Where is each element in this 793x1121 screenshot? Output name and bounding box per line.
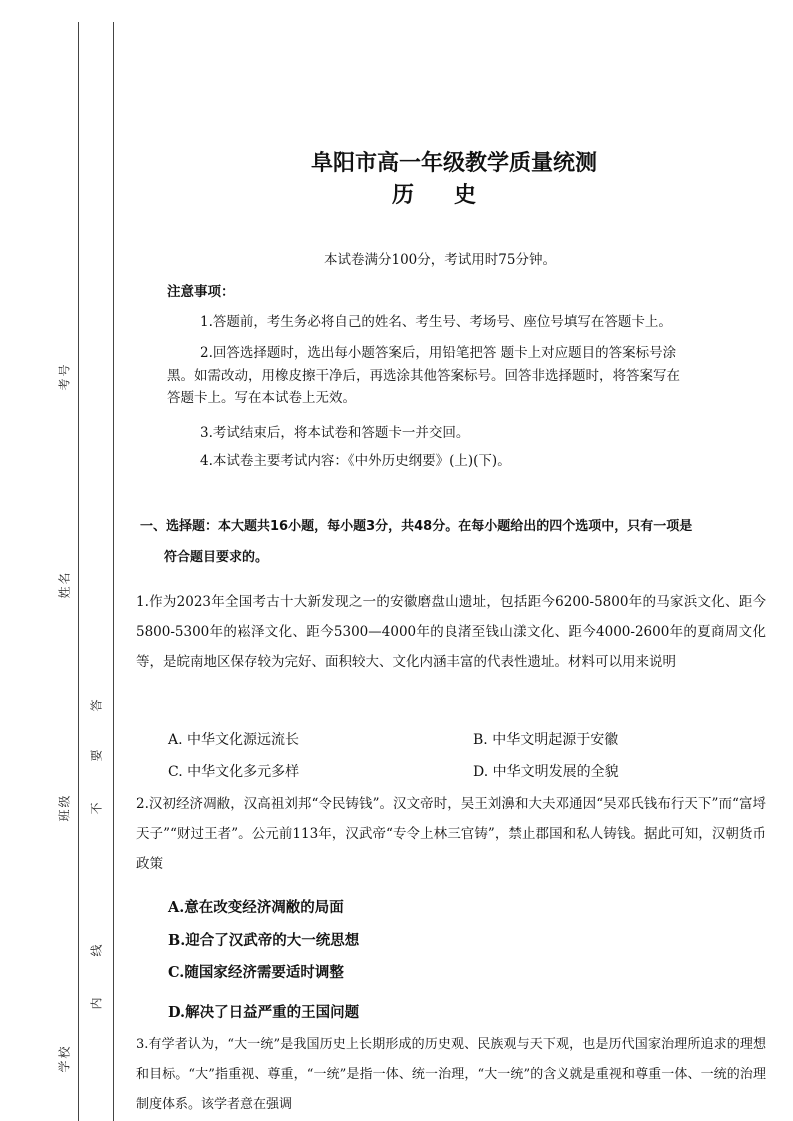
class-label: 班级	[57, 793, 72, 822]
subject-title: 历史	[391, 183, 516, 208]
seal-char: 线	[89, 944, 104, 957]
question-1-option-c: C. 中华文化多元多样	[168, 764, 300, 780]
question-3-stem: 3.有学者认为，“大一统”是我国历史上长期形成的历史观、民族观与天下观，也是历代国家治理所追求的理想和目标。“大”指重视、尊重，“一统”是指一体、统一治理，“大一统”的含义就是重视和尊重一体、一统的治理制度体系。该学者意在强调	[136, 1037, 766, 1112]
question-2-option-a: A.意在改变经济凋敝的局面	[168, 899, 344, 916]
seal-char: 不	[89, 802, 104, 815]
question-1-option-d: D. 中华文明发展的全貌	[473, 764, 619, 780]
question-2-stem: 2.汉初经济凋敝，汉高祖刘邦“令民铸钱”。汉文帝时，吴王刘濞和大夫邓通因“吴邓氏钱布行天下”而“富埒天子”“财过王者”。公元前113年，汉武帝“专令上林三官铸”，禁止郡国和私人铸钱。据此可知，汉朝货币政策	[136, 796, 766, 872]
exam-title: 阜阳市高一年级教学质量统测	[310, 151, 597, 176]
seal-char: 内	[89, 997, 104, 1010]
notice-item: 4.本试卷主要考试内容：《中外历史纲要》(上)(下)。	[200, 453, 511, 469]
question-1-option-b: B. 中华文明起源于安徽	[473, 732, 619, 748]
notice-heading: 注意事项：	[167, 284, 235, 300]
seal-char: 答	[89, 699, 104, 712]
question-2-option-b: B.迎合了汉武帝的大一统思想	[168, 932, 360, 949]
exam-intro: 本试卷满分100分，考试用时75分钟。	[324, 252, 556, 268]
section-heading: 一、选择题：本大题共16小题，每小题3分，共48分。在每小题给出的四个选项中，只有一项是	[140, 519, 693, 534]
notice-item: 2.回答选择题时，选出每小题答案后，用铅笔把答 题卡上对应题目的答案标号涂	[200, 345, 677, 361]
question-1-option-a: A. 中华文化源远流长	[168, 732, 300, 748]
question-1-stem: 1.作为2023年全国考古十大新发现之一的安徽磨盘山遗址，包括距今6200-5800年的马家浜文化、距今5800-5300年的崧泽文化、距今5300—4000年的良渚至钱山漾文化、距今4000-2600年的夏商周文化等，是皖南地区保存较为完好、面积较大、文化内涵丰富的代表性遗址。材料可以用来说明	[136, 594, 766, 670]
seal-char: 要	[89, 749, 104, 762]
notice-item: 1.答题前，考生务必将自己的姓名、考生号、考场号、座位号填写在答题卡上。	[200, 314, 672, 330]
name-label: 姓名	[57, 570, 72, 599]
question-2-option-c: C.随国家经济需要适时调整	[168, 964, 344, 981]
exam-number-label: 考号	[57, 362, 72, 391]
notice-item: 黑。如需改动，用橡皮擦干净后，再选涂其他答案标号。回答非选择题时，将答案写在	[167, 368, 680, 384]
notice-item: 3.考试结束后，将本试卷和答题卡一并交回。	[200, 425, 470, 441]
section-heading-cont: 符合题目要求的。	[164, 550, 269, 565]
question-2-option-d: D.解决了日益严重的王国问题	[168, 1004, 360, 1021]
notice-item: 答题卡上。写在本试卷上无效。	[167, 390, 356, 406]
school-label: 学校	[57, 1044, 72, 1073]
